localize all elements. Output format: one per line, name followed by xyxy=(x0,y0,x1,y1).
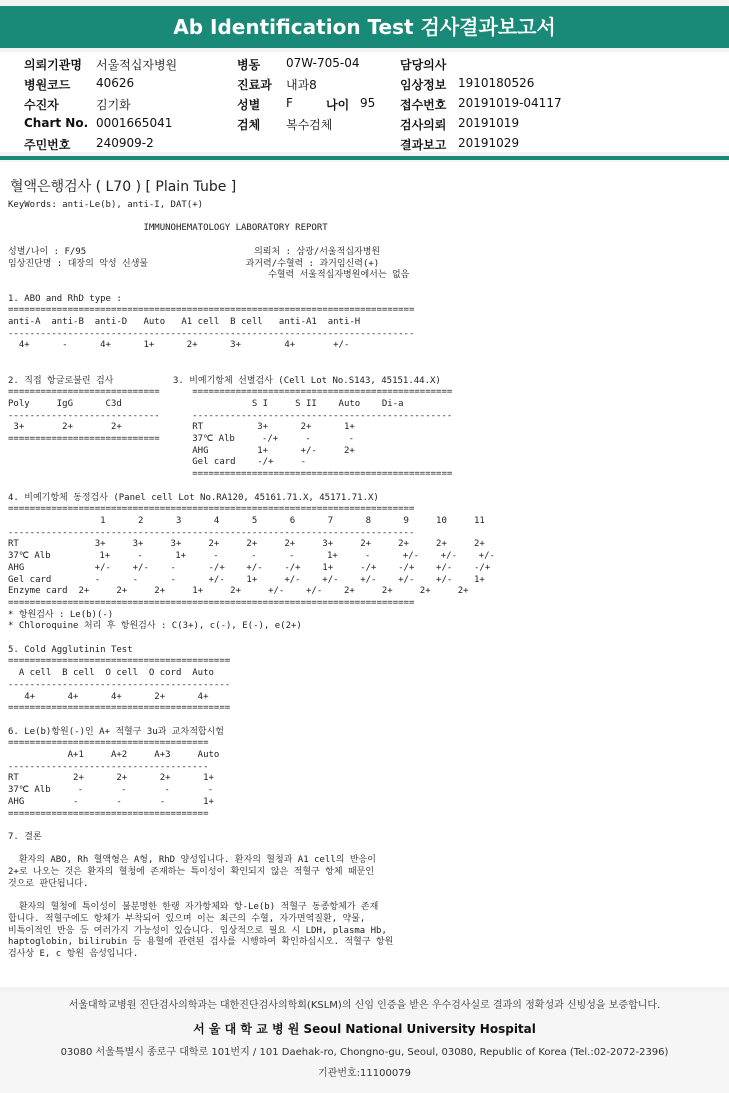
report-line: 2+로 나오는 것은 환자의 혈청에 존재하는 특이성이 확인되지 않은 적혈구 항체 때문인 xyxy=(8,867,375,878)
report-line: 4+ - 4+ 1+ 2+ 3+ 4+ +/- xyxy=(8,340,350,351)
blood-bank-section-title: 혈액은행검사 ( L70 ) [ Plain Tube ] xyxy=(10,179,237,195)
report-line: ---------------------------- ------------------------------------------------ xyxy=(8,410,453,421)
report-line: 5. Cold Agglutinin Test xyxy=(8,644,133,655)
report-line: =========================================================================== xyxy=(8,305,415,316)
label-institution: 의뢰기관명 xyxy=(24,58,82,72)
report-line xyxy=(8,212,495,224)
label-clinical-info: 임상정보 xyxy=(400,78,447,92)
report-line xyxy=(8,364,495,376)
value-institution: 서울적십자병원 xyxy=(96,58,178,72)
report-line: --------------------------------------------------------------------------- xyxy=(8,527,415,538)
report-line: 4+ 4+ 4+ 2+ 4+ xyxy=(8,691,209,702)
label-department: 진료과 xyxy=(237,78,272,92)
certification-statement: 서울대학교병원 진단검사의학과는 대한진단검사의학회(KSLM)의 신임 인증을 받은 우수검사실로 결과의 정확성과 신빙성을 보증합니다. xyxy=(68,1000,661,1011)
report-line: ========================================= xyxy=(8,703,231,714)
report-line: 검사상 E, c 항원 음성입니다. xyxy=(8,949,139,959)
label-hospital-code: 병원코드 xyxy=(24,78,71,92)
report-line: 환자의 ABO, Rh 혈액형은 A형, RhD 양성입니다. 환자의 혈청과 A1 cell의 반응이 xyxy=(8,855,376,866)
report-line: anti-A anti-B anti-D Auto A1 cell B cell anti-A1 anti-H xyxy=(8,317,361,328)
value-chart-no: 0001665041 xyxy=(96,116,173,130)
report-line: AHG +/- +/- - -/+ +/- -/+ 1+ -/+ -/+ +/- -/+ xyxy=(8,562,491,573)
report-line: Gel card - - - +/- 1+ +/- +/- +/- +/- +/- 1+ xyxy=(8,574,485,585)
value-sex: F xyxy=(286,96,293,110)
report-line: 비특이적인 반응 등 여러가지 가능성이 있습니다. 임상적으로 필요 시 LDH, plasma Hb, xyxy=(8,925,387,936)
label-chart-no: Chart No. xyxy=(24,116,89,130)
report-line: * 항원검사 : Le(b)(-) xyxy=(8,609,114,620)
report-line: RT 3+ 3+ 3+ 2+ 2+ 2+ 3+ 2+ 2+ 2+ 2+ xyxy=(8,539,485,550)
value-age: 95 xyxy=(360,96,376,110)
report-content xyxy=(0,162,729,987)
report-line: * Chloroquine 처리 후 항원검사 : C(3+), c(-), E(-), e(2+) xyxy=(8,621,302,632)
hospital-address: 03080 서울특별시 종로구 대학로 101번지 / 101 Daehak-ro, Chongno-gu, Seoul, 03080, Republic of Korea (Tel.:02-2072-2396) xyxy=(60,1047,669,1058)
label-age: 나이 xyxy=(326,98,350,112)
report-line: 합니다. 적혈구에도 항체가 부착되어 있으며 이는 최근의 수혈, 자가면역질환, 약물, xyxy=(8,913,366,924)
report-line: 2. 직접 항글로불린 검사 3. 비예기항체 선별검사 (Cell Lot No.S143, 45151.44.X) xyxy=(8,375,441,386)
report-line xyxy=(8,633,495,645)
report-line xyxy=(8,890,495,902)
report-line: ========================================= xyxy=(8,656,231,667)
report-line xyxy=(8,481,495,493)
report-line: AHG - - - 1+ xyxy=(8,796,214,807)
report-line: 것으로 판단됩니다. xyxy=(8,878,89,889)
value-patient-name: 김기화 xyxy=(96,98,131,112)
report-line: 7. 결론 xyxy=(8,831,42,842)
report-line: IMMUNOHEMATOLOGY LABORATORY REPORT xyxy=(8,223,328,234)
report-line: --------------------------------------------------------------------------- xyxy=(8,328,415,339)
value-specimen: 복수검체 xyxy=(286,118,333,132)
report-line xyxy=(8,282,495,294)
report-line: 4. 비예기항체 동정검사 (Panel cell Lot No.RA120, 45161.71.X, 45171.71.X) xyxy=(8,492,379,503)
report-line: ============================ ================================================ xyxy=(8,387,453,398)
report-line: Poly IgG C3d S I S II Auto Di-a xyxy=(8,398,404,409)
report-line: =========================================================================== xyxy=(8,504,415,515)
hospital-name: 서 울 대 학 교 병 원 Seoul National University Hospital xyxy=(193,1022,536,1036)
value-accession-no: 20191019-04117 xyxy=(458,96,562,110)
report-line: 37℃ Alb - - - - xyxy=(8,785,214,796)
report-line: RT 2+ 2+ 2+ 1+ xyxy=(8,773,214,784)
patient-info-header xyxy=(0,52,729,152)
report-line: KeyWords: anti-Le(b), anti-I, DAT(+) xyxy=(8,200,204,210)
report-footer xyxy=(0,992,729,1093)
label-sex: 성별 xyxy=(237,98,261,112)
report-line xyxy=(8,235,495,247)
report-line: Enzyme card 2+ 2+ 2+ 1+ 2+ +/- +/- 2+ 2+ 2+ 2+ xyxy=(8,586,469,597)
label-resident-no: 주민번호 xyxy=(24,138,71,152)
report-line: A cell B cell O cell O cord Auto xyxy=(8,668,214,679)
report-line: =========================================================================== xyxy=(8,597,415,608)
report-title-banner: Ab Identification Test 검사결과보고서 xyxy=(0,6,729,48)
value-clinical-info: 1910180526 xyxy=(458,76,535,90)
report-line: 37℃ Alb 1+ - 1+ - - - 1+ - +/- +/- +/- xyxy=(8,551,495,562)
report-line xyxy=(8,820,495,832)
report-line: ===================================== xyxy=(8,808,209,819)
report-line: ============================ 37℃ Alb -/+ - - xyxy=(8,434,355,445)
report-line: 1 2 3 4 5 6 7 8 9 10 11 xyxy=(8,515,485,526)
value-ward: 07W-705-04 xyxy=(286,56,360,70)
report-line: ================================================ xyxy=(8,469,453,480)
report-line: ===================================== xyxy=(8,738,209,749)
report-line: 임상진단명 : 대장의 악성 신생물 과거력/수혈력 : 과거임신력(+) xyxy=(8,258,380,269)
report-line: 성별/나이 : F/95 의뢰처 : 삼광/서울적십자병원 xyxy=(8,246,381,257)
report-line: 6. Le(b)항원(-)인 A+ 적혈구 3u과 교차적합시험 xyxy=(8,726,224,737)
label-accession-no: 접수번호 xyxy=(400,98,447,112)
report-line: 환자의 혈청에 특이성이 불분명한 한랭 자가항체와 항-Le(b) 적혈구 동종항체가 존재 xyxy=(8,902,379,913)
label-specimen: 검체 xyxy=(237,118,261,132)
label-report-date: 결과보고 xyxy=(400,138,447,152)
report-line: A+1 A+2 A+3 Auto xyxy=(8,750,220,761)
label-physician: 담당의사 xyxy=(400,58,447,72)
value-department: 내과8 xyxy=(286,78,317,92)
value-resident-no: 240909-2 xyxy=(96,136,154,150)
institution-number: 기관번호:11100079 xyxy=(318,1068,411,1079)
report-line: 3+ 2+ 2+ RT 3+ 2+ 1+ xyxy=(8,422,355,433)
value-request-date: 20191019 xyxy=(458,116,520,130)
header-divider xyxy=(0,156,729,160)
report-line: 1. ABO and RhD type : xyxy=(8,293,122,304)
label-patient-name: 수진자 xyxy=(24,98,59,112)
report-line xyxy=(8,715,495,727)
report-line xyxy=(8,844,495,856)
label-request-date: 검사의뢰 xyxy=(400,118,447,132)
lab-report-body xyxy=(0,200,503,961)
report-line: AHG 1+ +/- 2+ xyxy=(8,445,355,456)
report-line: haptoglobin, bilirubin 등 용혈에 관련된 검사를 시행하여 확인하십시오. 적혈구 항원 xyxy=(8,937,394,948)
report-line: ------------------------------------- xyxy=(8,761,209,772)
report-line xyxy=(8,352,495,364)
label-ward: 병동 xyxy=(237,58,261,72)
report-line: 수혈력 서울적십자병원에서는 없음 xyxy=(8,270,410,281)
value-hospital-code: 40626 xyxy=(96,76,135,90)
report-line: Gel card -/+ - xyxy=(8,457,307,468)
report-line: ----------------------------------------- xyxy=(8,679,231,690)
value-report-date: 20191029 xyxy=(458,136,520,150)
